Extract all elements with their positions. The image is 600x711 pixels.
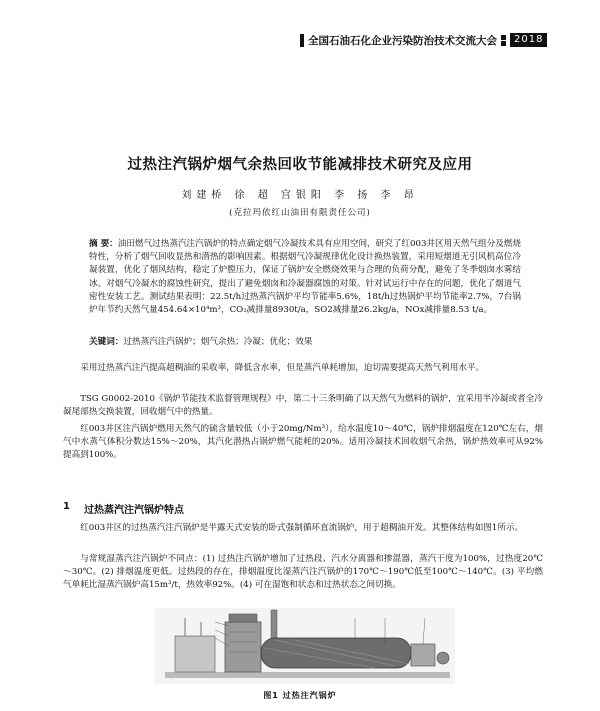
conference-year: 2018 bbox=[510, 33, 547, 47]
figure-caption: 图1 过热注汽锅炉 bbox=[263, 691, 337, 700]
intro-paragraph-3: 红003井区注汽锅炉燃用天然气的硫含量较低（小于20mg/Nm³），给水温度10～40℃，锅炉排烟温度在120℃左右，烟气中水蒸气体积分数达15%～20%，其汽化潜热占锅炉燃气能耗的20%。适用冷凝技术回收烟气余热，锅炉热效率可从92%提高到100%。 bbox=[63, 424, 543, 461]
conference-name: 全国石油石化企业污染防治技术交流大会 bbox=[308, 34, 497, 47]
section-title: 过热蒸汽注汽锅炉特点 bbox=[83, 505, 184, 516]
section-number: 1 bbox=[63, 501, 70, 512]
paper-authors: 刘建桥 徐 超 宫银阳 李 扬 李 昂 bbox=[181, 190, 419, 201]
intro-paragraph-1: 采用过热蒸汽注汽提高超稠油的采收率，降低含水率，但是蒸汽单耗增加，迫切需要提高天然气利用水平。 bbox=[80, 363, 485, 373]
abstract bbox=[89, 238, 521, 317]
paper-affiliation: (克拉玛依红山油田有限责任公司) bbox=[229, 208, 371, 218]
conference-header bbox=[300, 32, 568, 48]
section-paragraph-1: 红003井区的过热蒸汽注汽锅炉是半露天式安装的卧式强制循环直流锅炉，用于超稠油开发。其整体结构如图1所示。 bbox=[80, 523, 524, 533]
header-mark bbox=[300, 34, 304, 47]
keywords-label: 关键词： bbox=[89, 337, 124, 347]
section-paragraph-2: 与常规湿蒸汽注汽锅炉不同点：(1) 过热注汽锅炉增加了过热段、汽水分离器和掺混器，蒸汽干度为100%，过热度20℃～30℃。(2) 排烟温度更低。过热段的存在，排烟温度比湿蒸汽注汽锅炉的170℃～190℃低至100℃～140℃。(3) 平均燃气单耗比湿蒸汽锅炉高15m³/t，热效率92%。(4) 可在湿饱和状态和过热状态之间切换。 bbox=[63, 554, 543, 591]
abstract-label: 摘 要： bbox=[89, 239, 118, 249]
abstract-text: 油田燃气过热蒸汽注汽锅炉的特点确定烟气冷凝技术具有应用空间，研究了红003井区用天然气组分及燃烧特性，分析了烟气回收显热和潜热的影响因素。根据烟气冷凝规律优化设计换热装置，采用短烟道无引风机高位冷凝装置，优化了烟风结构，稳定了炉膛压力，保证了锅炉安全燃烧效果与合理的负荷分配，避免了冬季烟囱水雾结冰。对烟气冷凝水的腐蚀性研究，提出了避免烟囱和冷凝器腐蚀的对策。针对试运行中存在的问题，优化了烟道气密性安装工艺。测试结果表明：22.5t/h过热蒸汽锅炉平均节能率5.6%，18t/h过热锅炉平均节能率2.7%，7台锅炉年节约天然气量454.64×10⁴m³，CO₂减排量8930t/a，SO2减排量26.2kg/a，NOx减排量8.53 t/a。 bbox=[89, 239, 521, 316]
keywords bbox=[89, 336, 521, 349]
boiler-figure bbox=[155, 608, 455, 684]
section-heading bbox=[63, 501, 184, 516]
header-squares-icon bbox=[501, 35, 506, 46]
keywords-text: 过热蒸汽注汽锅炉；烟气余热；冷凝；优化；效果 bbox=[123, 337, 313, 347]
intro-paragraph-2: TSG G0002-2010《锅炉节能技术监督管理规程》中，第二十三条明确了以天然气为燃料的锅炉，宜采用半冷凝或者全冷凝尾部热交换装置，回收烟气中的热量。 bbox=[63, 394, 543, 418]
boiler-diagram-icon bbox=[155, 608, 455, 684]
paper-title: 过热注汽锅炉烟气余热回收节能减排技术研究及应用 bbox=[127, 157, 473, 173]
